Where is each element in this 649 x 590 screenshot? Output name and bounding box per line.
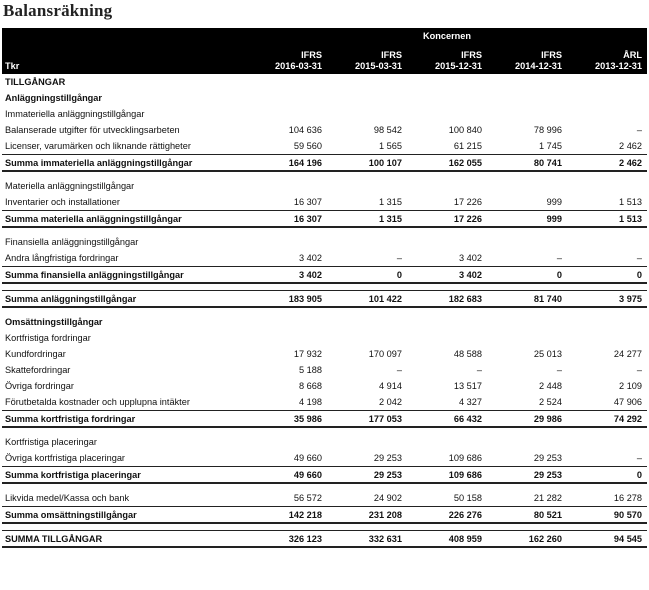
subsection-row xyxy=(2,178,647,194)
value-cell: 1 745 xyxy=(539,141,562,151)
value-cell: 177 053 xyxy=(327,411,407,428)
spacer-row xyxy=(2,227,647,234)
sum-row xyxy=(2,155,647,172)
value-cell: 80 741 xyxy=(487,155,567,172)
value-cell: 162 260 xyxy=(487,531,567,548)
value-cell: 2 524 xyxy=(539,397,562,407)
sum-row xyxy=(2,467,647,484)
value-cell xyxy=(327,178,407,194)
value-cell: 999 xyxy=(487,211,567,228)
value-cell: 226 276 xyxy=(407,507,487,524)
spacer-row xyxy=(2,283,647,291)
value-cell: 162 055 xyxy=(407,155,487,172)
value-cell: 4 327 xyxy=(459,397,482,407)
value-cell xyxy=(567,90,647,106)
value-cell: 104 636 xyxy=(288,125,322,135)
value-cell xyxy=(487,330,567,346)
value-cell xyxy=(327,90,407,106)
value-cell: – xyxy=(476,365,482,375)
table-row xyxy=(2,250,647,267)
value-cell: 326 123 xyxy=(247,531,327,548)
value-cell xyxy=(487,74,567,90)
value-cell: 25 013 xyxy=(533,349,562,359)
value-cell: 48 588 xyxy=(453,349,482,359)
column-standard: IFRS xyxy=(301,50,322,60)
row-label: Materiella anläggningstillgångar xyxy=(5,181,135,191)
value-cell xyxy=(247,330,327,346)
value-cell: – xyxy=(396,365,402,375)
row-label: Skattefordringar xyxy=(5,365,71,375)
row-label: Balanserade utgifter för utvecklingsarbeten xyxy=(5,125,180,135)
value-cell: 183 905 xyxy=(247,291,327,308)
row-label: Kortfristiga placeringar xyxy=(5,437,97,447)
value-cell: 8 668 xyxy=(299,381,322,391)
value-cell xyxy=(327,106,407,122)
section-heading-row xyxy=(2,314,647,330)
value-cell xyxy=(407,106,487,122)
value-cell xyxy=(407,314,487,330)
value-cell: 98 542 xyxy=(373,125,402,135)
row-label: Summa finansiella anläggningstillgångar xyxy=(2,267,247,284)
label-column-header: Tkr xyxy=(2,44,247,74)
column-header-row xyxy=(2,44,647,74)
column-date: 2016-03-31 xyxy=(275,61,322,71)
value-cell: 332 631 xyxy=(327,531,407,548)
value-cell: 59 560 xyxy=(293,141,322,151)
value-cell: 100 107 xyxy=(327,155,407,172)
value-cell xyxy=(487,434,567,450)
value-cell: 3 975 xyxy=(567,291,647,308)
row-label: Anläggningstillgångar xyxy=(5,93,102,103)
value-cell: 5 188 xyxy=(299,365,322,375)
value-cell: 170 097 xyxy=(368,349,402,359)
value-cell xyxy=(407,90,487,106)
row-label: Inventarier och installationer xyxy=(5,197,120,207)
column-standard: IFRS xyxy=(461,50,482,60)
table-row xyxy=(2,394,647,411)
value-cell: 0 xyxy=(487,267,567,284)
value-cell: 17 932 xyxy=(293,349,322,359)
column-standard: IFRS xyxy=(381,50,402,60)
row-label: Summa materiella anläggningstillgångar xyxy=(2,211,247,228)
value-cell xyxy=(487,106,567,122)
row-label: Immateriella anläggningstillgångar xyxy=(5,109,145,119)
value-cell: – xyxy=(556,253,562,263)
column-standard: IFRS xyxy=(541,50,562,60)
spacer-row xyxy=(2,427,647,434)
value-cell: 50 158 xyxy=(453,493,482,503)
spacer-cell xyxy=(2,307,647,314)
value-cell: 3 402 xyxy=(407,267,487,284)
value-cell xyxy=(567,314,647,330)
spacer-cell xyxy=(2,283,647,291)
value-cell: 94 545 xyxy=(567,531,647,548)
value-cell: 17 226 xyxy=(407,211,487,228)
value-cell: 49 660 xyxy=(247,467,327,484)
sum-row xyxy=(2,267,647,284)
spacer-cell xyxy=(2,227,647,234)
value-cell: 0 xyxy=(567,267,647,284)
table-row xyxy=(2,194,647,211)
value-cell: 2 109 xyxy=(619,381,643,391)
row-label: Finansiella anläggningstillgångar xyxy=(5,237,139,247)
value-cell: 1 315 xyxy=(327,211,407,228)
value-cell: 142 218 xyxy=(247,507,327,524)
value-cell xyxy=(567,106,647,122)
row-label: Omsättningstillgångar xyxy=(5,317,103,327)
value-cell: 29 253 xyxy=(487,467,567,484)
value-cell: 16 307 xyxy=(293,197,322,207)
table-row xyxy=(2,138,647,155)
value-cell: 74 292 xyxy=(567,411,647,428)
sum-row xyxy=(2,507,647,524)
value-cell: 0 xyxy=(327,267,407,284)
value-cell xyxy=(247,90,327,106)
value-cell: 35 986 xyxy=(247,411,327,428)
value-cell: 1 513 xyxy=(567,211,647,228)
value-cell xyxy=(327,434,407,450)
value-cell xyxy=(407,434,487,450)
value-cell: 66 432 xyxy=(407,411,487,428)
value-cell xyxy=(247,234,327,250)
row-label: Förutbetalda kostnader och upplupna intäkter xyxy=(5,397,190,407)
spacer-cell xyxy=(2,171,647,178)
row-label: Summa kortfristiga fordringar xyxy=(2,411,247,428)
group-header-label: Koncernen xyxy=(247,28,647,44)
value-cell xyxy=(487,314,567,330)
value-cell xyxy=(327,314,407,330)
value-cell xyxy=(327,330,407,346)
column-date: 2015-12-31 xyxy=(435,61,482,71)
spacer-row xyxy=(2,523,647,531)
value-cell: 47 906 xyxy=(613,397,643,407)
value-cell: 164 196 xyxy=(247,155,327,172)
value-cell: – xyxy=(556,365,562,375)
value-cell xyxy=(567,434,647,450)
sum-row xyxy=(2,411,647,428)
value-cell: 81 740 xyxy=(487,291,567,308)
value-cell: 2 462 xyxy=(619,141,643,151)
balance-sheet-table xyxy=(2,28,647,548)
column-header xyxy=(407,44,487,74)
row-label: Kortfristiga fordringar xyxy=(5,333,91,343)
value-cell: 56 572 xyxy=(293,493,322,503)
value-cell: – xyxy=(636,253,643,263)
row-label: Summa immateriella anläggningstillgångar xyxy=(2,155,247,172)
row-label: Summa anläggningstillgångar xyxy=(2,291,247,308)
value-cell: 2 448 xyxy=(539,381,562,391)
value-cell: 3 402 xyxy=(459,253,482,263)
row-label: Kundfordringar xyxy=(5,349,66,359)
value-cell: 3 402 xyxy=(247,267,327,284)
table-row xyxy=(2,362,647,378)
value-cell: 101 422 xyxy=(327,291,407,308)
column-header xyxy=(327,44,407,74)
value-cell: 29 986 xyxy=(487,411,567,428)
value-cell: 61 215 xyxy=(453,141,482,151)
spacer-row xyxy=(2,483,647,490)
table-row xyxy=(2,490,647,507)
value-cell: 3 402 xyxy=(299,253,322,263)
value-cell: – xyxy=(396,253,402,263)
row-label: Övriga kortfristiga placeringar xyxy=(5,453,125,463)
value-cell: 49 660 xyxy=(293,453,322,463)
value-cell: 29 253 xyxy=(327,467,407,484)
row-label: TILLGÅNGAR xyxy=(5,77,66,87)
subsection-row xyxy=(2,106,647,122)
sum-row xyxy=(2,531,647,548)
table-row xyxy=(2,450,647,467)
value-cell: 16 278 xyxy=(613,493,643,503)
value-cell xyxy=(567,74,647,90)
value-cell: 109 686 xyxy=(448,453,482,463)
value-cell: 2 462 xyxy=(567,155,647,172)
value-cell: 4 914 xyxy=(379,381,402,391)
column-standard: ÅRL xyxy=(623,50,643,60)
value-cell xyxy=(327,234,407,250)
column-date: 2014-12-31 xyxy=(515,61,562,71)
value-cell: 29 253 xyxy=(533,453,562,463)
column-date: 2015-03-31 xyxy=(355,61,402,71)
value-cell: 1 513 xyxy=(619,197,643,207)
value-cell: 2 042 xyxy=(379,397,402,407)
column-date: 2013-12-31 xyxy=(595,61,643,71)
value-cell: 109 686 xyxy=(407,467,487,484)
sum-row xyxy=(2,211,647,228)
value-cell xyxy=(247,434,327,450)
value-cell: 29 253 xyxy=(373,453,402,463)
row-label: Licenser, varumärken och liknande rättigheter xyxy=(5,141,191,151)
section-heading-row xyxy=(2,90,647,106)
value-cell xyxy=(487,90,567,106)
value-cell: 1 315 xyxy=(379,197,402,207)
value-cell: 80 521 xyxy=(487,507,567,524)
table-row xyxy=(2,378,647,394)
value-cell: 1 565 xyxy=(379,141,402,151)
spacer-row xyxy=(2,307,647,314)
value-cell xyxy=(247,178,327,194)
value-cell: 408 959 xyxy=(407,531,487,548)
spacer-row xyxy=(2,171,647,178)
value-cell: 13 517 xyxy=(453,381,482,391)
value-cell: 17 226 xyxy=(453,197,482,207)
column-header xyxy=(487,44,567,74)
row-label: Andra långfristiga fordringar xyxy=(5,253,119,263)
spacer-cell xyxy=(2,427,647,434)
table-row xyxy=(2,346,647,362)
value-cell: 78 996 xyxy=(533,125,562,135)
value-cell xyxy=(567,178,647,194)
value-cell: 16 307 xyxy=(247,211,327,228)
table-body xyxy=(2,74,647,547)
spacer-cell xyxy=(2,483,647,490)
row-label: SUMMA TILLGÅNGAR xyxy=(2,531,247,548)
value-cell xyxy=(407,74,487,90)
table-row xyxy=(2,122,647,138)
value-cell xyxy=(487,178,567,194)
value-cell: 100 840 xyxy=(448,125,482,135)
value-cell: 4 198 xyxy=(299,397,322,407)
sum-row xyxy=(2,291,647,308)
row-label: Summa omsättningstillgångar xyxy=(2,507,247,524)
subsection-row xyxy=(2,330,647,346)
value-cell: 0 xyxy=(567,467,647,484)
value-cell xyxy=(247,106,327,122)
value-cell xyxy=(567,330,647,346)
value-cell: – xyxy=(636,453,643,463)
spacer-cell xyxy=(2,523,647,531)
value-cell xyxy=(247,314,327,330)
value-cell: 24 277 xyxy=(613,349,643,359)
value-cell xyxy=(407,178,487,194)
row-label: Summa kortfristiga placeringar xyxy=(2,467,247,484)
column-header xyxy=(247,44,327,74)
value-cell xyxy=(327,74,407,90)
group-header-blank xyxy=(2,28,247,44)
value-cell: – xyxy=(636,125,643,135)
value-cell xyxy=(567,234,647,250)
subsection-row xyxy=(2,434,647,450)
value-cell: 21 282 xyxy=(533,493,562,503)
row-label: Likvida medel/Kassa och bank xyxy=(5,493,130,503)
section-heading-row xyxy=(2,74,647,90)
value-cell: – xyxy=(636,365,643,375)
value-cell xyxy=(407,330,487,346)
value-cell: 999 xyxy=(546,197,562,207)
subsection-row xyxy=(2,234,647,250)
page-title: Balansräkning xyxy=(3,1,113,20)
group-header-row xyxy=(2,28,647,44)
value-cell: 90 570 xyxy=(567,507,647,524)
value-cell xyxy=(247,74,327,90)
value-cell xyxy=(407,234,487,250)
value-cell: 24 902 xyxy=(373,493,402,503)
value-cell: 231 208 xyxy=(327,507,407,524)
value-cell: 182 683 xyxy=(407,291,487,308)
value-cell xyxy=(487,234,567,250)
row-label: Övriga fordringar xyxy=(5,381,74,391)
column-header xyxy=(567,44,647,74)
